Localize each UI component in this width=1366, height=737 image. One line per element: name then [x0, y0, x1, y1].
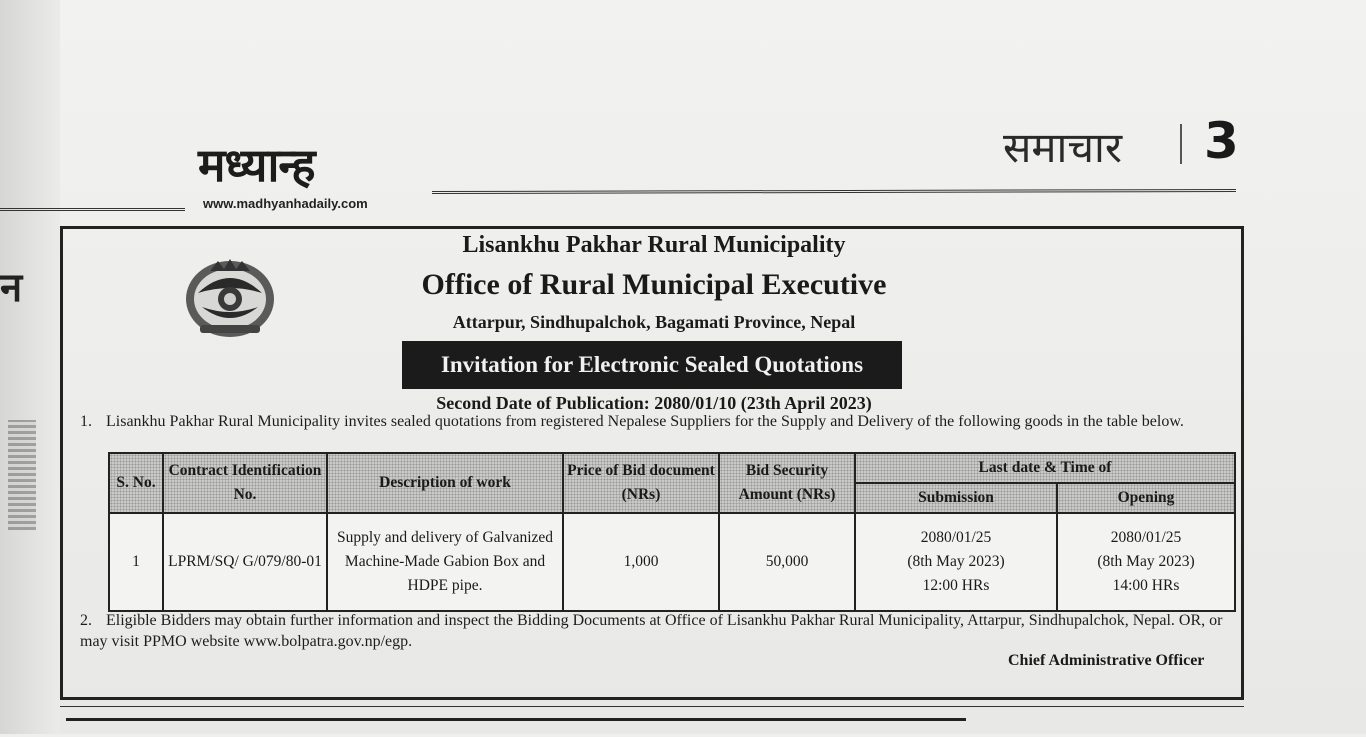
cell-sn: 1: [109, 513, 163, 611]
header-submission: Submission: [855, 483, 1057, 513]
bottom-rule: [60, 706, 1244, 707]
quotation-table: [108, 452, 1236, 612]
opening-time: 14:00 HRs: [1112, 577, 1180, 594]
header-opening: Opening: [1057, 483, 1235, 513]
opening-ad-date: (8th May 2023): [1097, 553, 1195, 570]
cell-description: Supply and delivery of Galvanized Machine-Made Gabion Box and HDPE pipe.: [327, 513, 563, 611]
section-title: समाचार: [1003, 123, 1123, 172]
paragraph-2: [80, 610, 1240, 652]
opening-date: 2080/01/25: [1110, 529, 1182, 546]
cell-security: 50,000: [719, 513, 855, 611]
paragraph-1: [80, 411, 1240, 432]
submission-date: 2080/01/25: [920, 529, 992, 546]
header-price: Price of Bid document (NRs): [563, 453, 719, 513]
organization-name: Lisankhu Pakhar Rural Municipality: [462, 232, 846, 258]
publication-date: Second Date of Publication: 2080/01/10 (23th April 2023): [436, 393, 872, 413]
cell-contract-id: LPRM/SQ/ G/079/80-01: [163, 513, 327, 611]
header-sn: S. No.: [109, 453, 163, 513]
office-name: Office of Rural Municipal Executive: [421, 268, 887, 301]
paragraph-1-text: Lisankhu Pakhar Rural Municipality invites sealed quotations from registered Nepalese Suppliers for the Supply and Delivery of the following goods in the table below.: [106, 413, 1184, 430]
paragraph-1-number: 1.: [80, 413, 92, 430]
cell-submission: [855, 513, 1057, 611]
masthead-rule-left: [0, 208, 185, 211]
cell-opening: [1057, 513, 1235, 611]
submission-ad-date: (8th May 2023): [907, 553, 1005, 570]
header-description: Description of work: [327, 453, 563, 513]
header-contract-id: Contract Identification No.: [163, 453, 327, 513]
page-number: 3: [1204, 112, 1239, 170]
newspaper-website: www.madhyanhadaily.com: [203, 196, 368, 211]
previous-page-fragment: न: [0, 265, 23, 311]
cell-price: 1,000: [563, 513, 719, 611]
office-address: Attarpur, Sindhupalchok, Bagamati Province, Nepal: [452, 312, 856, 332]
newspaper-logo: मध्यान्ह: [198, 138, 315, 192]
header-security: Bid Security Amount (NRs): [719, 453, 855, 513]
signatory-title: Chief Administrative Officer: [1008, 652, 1205, 669]
submission-time: 12:00 HRs: [922, 577, 990, 594]
table-row: [109, 513, 1235, 611]
paragraph-2-text: Eligible Bidders may obtain further information and inspect the Bidding Documents at Office of Lisankhu Pakhar Rural Municipality, Attarpur, Sindhupalchok, Nepal. OR, or may visit PPMO website www.bolpatra.gov.np/egp.: [80, 612, 1223, 650]
notice-banner: Invitation for Electronic Sealed Quotations: [402, 341, 902, 389]
paragraph-2-number: 2.: [80, 612, 92, 629]
previous-page-strip: [8, 420, 36, 530]
next-article-edge: [66, 718, 966, 737]
previous-page-edge: [0, 0, 60, 734]
section-divider: [1180, 124, 1182, 164]
header-last-date: Last date & Time of: [855, 453, 1235, 483]
